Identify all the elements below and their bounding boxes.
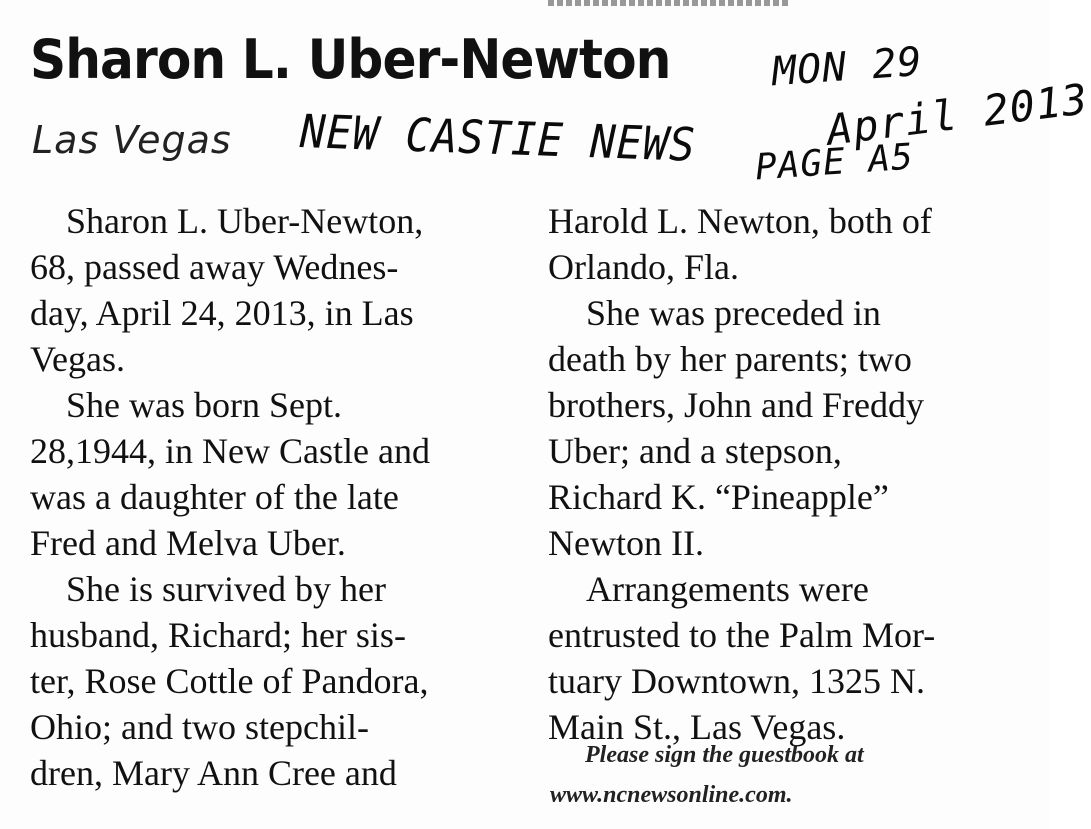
text-line: She is survived by her bbox=[66, 569, 386, 609]
text-line: was a daughter of the late bbox=[30, 477, 399, 517]
text-line: Ohio; and two stepchil- bbox=[30, 707, 369, 747]
handwritten-date-note: April 2013 bbox=[823, 74, 1091, 155]
text-line: Newton II. bbox=[548, 523, 704, 563]
obituary-left-column bbox=[30, 198, 508, 796]
text-line: She was born Sept. bbox=[66, 385, 342, 425]
obituary-headline: Sharon L. Uber-Newton bbox=[30, 28, 671, 91]
text-line: Richard K. “Pineapple” bbox=[548, 477, 889, 517]
handwritten-paper-note: NEW CASTIE NEWS bbox=[299, 104, 697, 172]
text-line: brothers, John and Freddy bbox=[548, 385, 924, 425]
text-line: 68, passed away Wednes- bbox=[30, 247, 399, 287]
text-line: Uber; and a stepson, bbox=[548, 431, 842, 471]
text-line: dren, Mary Ann Cree and bbox=[30, 753, 397, 793]
text-line: Vegas. bbox=[30, 339, 125, 379]
text-line: husband, Richard; her sis- bbox=[30, 615, 406, 655]
text-line: entrusted to the Palm Mor- bbox=[548, 615, 936, 655]
text-line: Arrangements were bbox=[586, 569, 869, 609]
text-line: ter, Rose Cottle of Pandora, bbox=[30, 661, 429, 701]
handwritten-page-note: PAGE A5 bbox=[753, 136, 915, 189]
guestbook-url: www.ncnewsonline.com. bbox=[550, 782, 793, 808]
guestbook-note: Please sign the guestbook at bbox=[585, 742, 864, 768]
text-line: 28,1944, in New Castle and bbox=[30, 431, 430, 471]
obituary-right-column bbox=[548, 198, 1010, 750]
text-line: Main St., Las Vegas. bbox=[548, 707, 846, 747]
obituary-dateline: Las Vegas bbox=[32, 118, 232, 162]
text-line: Harold L. Newton, both of bbox=[548, 201, 932, 241]
clipped-text-edge bbox=[548, 0, 788, 6]
text-line: tuary Downtown, 1325 N. bbox=[548, 661, 925, 701]
text-line: Sharon L. Uber-Newton, bbox=[66, 201, 424, 241]
handwritten-day-note: MON 29 bbox=[770, 38, 924, 96]
text-line: Orlando, Fla. bbox=[548, 247, 739, 287]
text-line: Fred and Melva Uber. bbox=[30, 523, 346, 563]
text-line: She was preceded in bbox=[586, 293, 881, 333]
text-line: day, April 24, 2013, in Las bbox=[30, 293, 414, 333]
text-line: death by her parents; two bbox=[548, 339, 912, 379]
